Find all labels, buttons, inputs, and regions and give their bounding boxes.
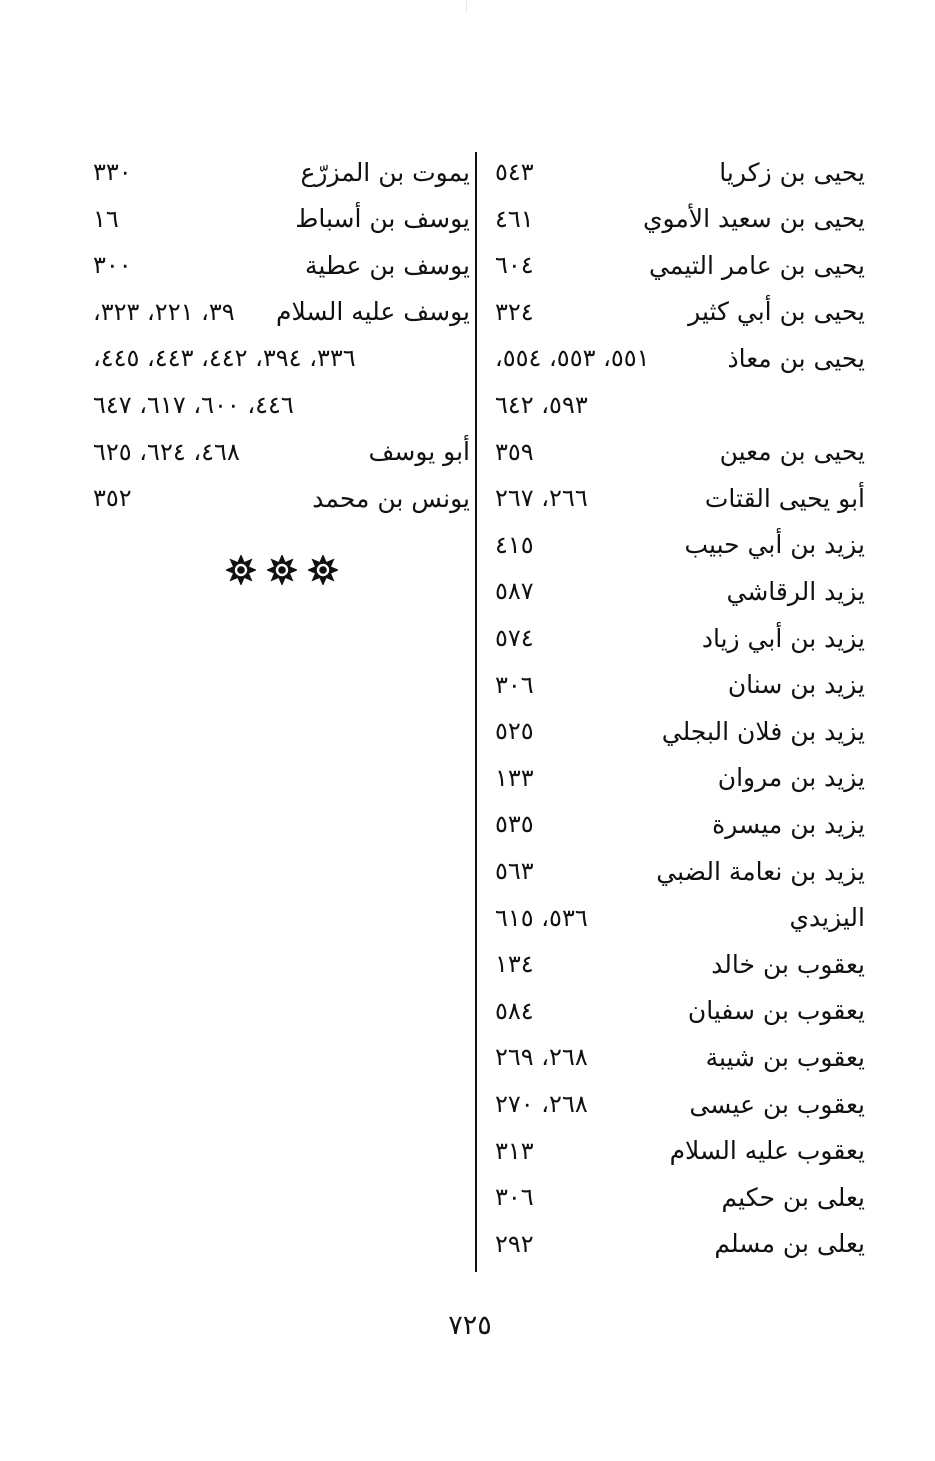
entry-page-numbers: ٥٧٤ — [495, 624, 534, 652]
index-entry — [487, 385, 865, 425]
entry-page-numbers: ١٣٤ — [495, 950, 534, 979]
entry-name: يحيى بن زكريا — [719, 157, 865, 187]
entry-name: يزيد بن أبي زياد — [701, 623, 865, 653]
entry-name: يزيد بن مروان — [717, 763, 865, 793]
index-entry — [487, 1037, 865, 1077]
entry-name: يحيى بن عامر التيمي — [649, 250, 865, 280]
index-entry — [85, 152, 470, 192]
entry-page-numbers: ٤٦١ — [495, 204, 534, 233]
index-entry — [487, 292, 865, 332]
entry-page-numbers: ٥٥١، ٥٥٣، ٥٥٤، — [495, 344, 650, 373]
flower-ornament-icon — [308, 555, 338, 585]
index-entry — [487, 851, 865, 891]
entry-page-numbers: ٥٦٣ — [495, 857, 534, 885]
entry-page-numbers: ٣٥٩ — [495, 437, 534, 466]
index-entry — [487, 711, 865, 751]
entry-name: يحيى بن معاذ — [727, 343, 865, 373]
index-entry — [85, 245, 470, 285]
entry-page-numbers: ٣٠٦ — [495, 670, 534, 699]
index-entry — [487, 525, 865, 565]
entry-name: يعقوب بن عيسى — [689, 1089, 865, 1119]
entry-page-numbers: ٥٣٦، ٦١٥ — [495, 903, 588, 932]
entry-name: يموت بن المزرّع — [300, 157, 470, 187]
entry-name: يعلى بن حكيم — [721, 1182, 865, 1212]
entry-name: يحيى بن أبي كثير — [688, 297, 865, 327]
entry-page-numbers: ٥٤٣ — [495, 158, 534, 186]
index-entry — [85, 478, 470, 518]
entry-page-numbers: ٣٥٢ — [93, 484, 132, 513]
index-entry — [85, 338, 470, 378]
entry-page-numbers: ٤١٥ — [495, 530, 534, 559]
entry-name: أبو يوسف — [368, 437, 470, 467]
page-number: ٧٢٥ — [448, 1310, 492, 1341]
entry-page-numbers: ٣٣٦، ٣٩٤، ٤٤٢، ٤٤٣، ٤٤٥، — [93, 344, 356, 373]
entry-name: اليزيدي — [789, 903, 865, 933]
index-entry — [487, 1084, 865, 1124]
entry-page-numbers: ٥٨٤ — [495, 996, 534, 1025]
entry-page-numbers: ٣٩، ٢٢١، ٣٢٣، — [93, 297, 235, 326]
entry-page-numbers: ٣١٣ — [495, 1136, 534, 1165]
index-entry — [487, 1131, 865, 1171]
entry-name: يحيى بن معين — [719, 437, 865, 467]
index-entry — [487, 898, 865, 938]
index-entry — [487, 199, 865, 239]
entry-name: يزيد بن ميسرة — [712, 809, 865, 839]
index-entry — [487, 991, 865, 1031]
index-entry — [487, 245, 865, 285]
index-entry — [487, 944, 865, 984]
entry-page-numbers: ٤٤٦، ٦٠٠، ٦١٧، ٦٤٧ — [93, 391, 294, 419]
index-entry — [487, 758, 865, 798]
entry-name: يوسف بن عطية — [305, 250, 470, 280]
entry-name: يزيد بن نعامة الضبي — [656, 856, 865, 886]
entry-page-numbers: ٥٨٧ — [495, 577, 534, 606]
entry-page-numbers: ٣٠٠ — [93, 251, 132, 280]
index-entry — [487, 1224, 865, 1264]
entry-page-numbers: ١٣٣ — [495, 763, 534, 792]
index-entry — [487, 338, 865, 378]
column-divider — [475, 152, 477, 1272]
entry-name: يزيد بن أبي حبيب — [684, 530, 865, 560]
entry-name: يزيد بن فلان البجلي — [661, 716, 865, 746]
entry-page-numbers: ٣٣٠ — [93, 158, 132, 186]
index-entry — [487, 478, 865, 518]
entry-page-numbers: ١٦ — [93, 204, 119, 233]
index-entry — [487, 571, 865, 611]
index-entry — [487, 665, 865, 705]
index-entry — [85, 432, 470, 472]
entry-page-numbers: ٤٦٨، ٦٢٤، ٦٢٥ — [93, 437, 240, 466]
entry-page-numbers: ٦٠٤ — [495, 251, 534, 280]
entry-page-numbers: ٢٦٨، ٢٧٠ — [495, 1090, 588, 1118]
entry-name: يزيد الرقاشي — [726, 576, 865, 606]
entry-name: يونس بن محمد — [312, 483, 470, 513]
entry-page-numbers: ٢٦٦، ٢٦٧ — [495, 484, 588, 513]
entry-name: يعقوب عليه السلام — [669, 1136, 865, 1166]
flower-ornament-icon — [226, 555, 256, 585]
entry-page-numbers: ٢٦٨، ٢٦٩ — [495, 1043, 588, 1072]
flower-ornament-icon — [267, 555, 297, 585]
entry-page-numbers: ٢٩٢ — [495, 1229, 534, 1258]
entry-name: يعلى بن مسلم — [714, 1229, 865, 1259]
index-entry — [487, 618, 865, 658]
entry-name: يوسف بن أسباط — [295, 204, 470, 234]
index-entry — [85, 385, 470, 425]
entry-page-numbers: ٣٠٦ — [495, 1183, 534, 1212]
index-entry — [487, 432, 865, 472]
entry-name: يعقوب بن خالد — [711, 949, 865, 979]
entry-page-numbers: ٣٢٤ — [495, 297, 534, 326]
entry-page-numbers: ٥٩٣، ٦٤٢ — [495, 391, 588, 419]
entry-page-numbers: ٥٢٥ — [495, 717, 534, 746]
index-entry — [487, 1177, 865, 1217]
index-entry — [487, 804, 865, 844]
entry-name: يعقوب بن شيبة — [705, 1042, 865, 1072]
page-top-mark — [466, 0, 467, 12]
entry-name: أبو يحيى القتات — [704, 483, 865, 513]
entry-name: يوسف عليه السلام — [276, 297, 470, 327]
entry-name: يعقوب بن سفيان — [687, 996, 865, 1026]
index-entry — [85, 292, 470, 332]
index-entry — [85, 199, 470, 239]
index-entry — [487, 152, 865, 192]
section-end-ornaments — [226, 553, 338, 587]
entry-page-numbers: ٥٣٥ — [495, 810, 534, 839]
entry-name: يحيى بن سعيد الأموي — [642, 204, 865, 234]
entry-name: يزيد بن سنان — [727, 670, 865, 700]
